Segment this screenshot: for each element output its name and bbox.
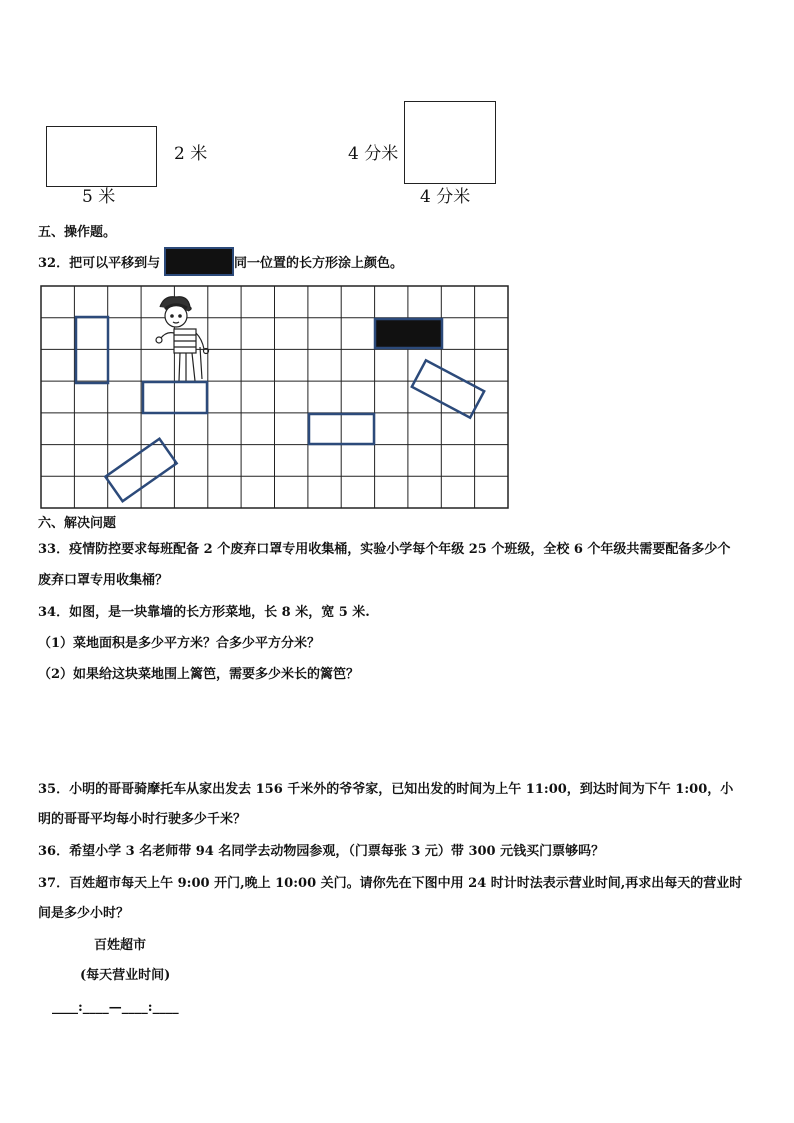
translation-grid [40,285,510,510]
q32-suffix: 同一位置的长方形涂上颜色。 [234,256,404,271]
section6-heading: 六、解决问题 [38,516,117,531]
filled-reference-rectangle [375,319,442,348]
q36: 36．希望小学 3 名老师带 94 名同学去动物园参观，（门票每张 3 元）带 300 元钱买门票够吗？ [38,844,605,859]
q32-reference-rectangle [164,247,234,276]
q37-line2: 间是多少小时？ [38,906,130,921]
section5-heading: 五、操作题。 [38,225,117,240]
q32-prefix: 32．把可以平移到与 [38,256,161,271]
q37-line1: 37．百姓超市每天上午 9:00 开门,晚上 10:00 关门。请你先在下图中用 24 时计时法表示营业时间,再求出每天的营业时 [38,876,743,891]
square-figure [404,101,496,184]
rectangle-width-label: 2 米 [174,144,208,164]
square-bottom-label: 4 分米 [420,187,471,207]
store-hours-label: (每天营业时间) [80,968,171,983]
q35-line2: 明的哥哥平均每小时行驶多少千米？ [38,812,247,827]
store-name: 百姓超市 [94,938,147,953]
rectangle-length-label: 5 米 [82,187,116,207]
q33-line2: 废弃口罩专用收集桶？ [38,573,169,588]
q35-line1: 35．小明的哥哥骑摩托车从家出发去 156 千米外的爷爷家，已知出发的时间为上午 11:00，到达时间为下午 1:00，小 [38,782,734,797]
rotated-rectangle-right[interactable] [412,360,484,417]
vertical-rectangle[interactable] [76,317,108,383]
q34-part2: （2）如果给这块菜地围上篱笆，需要多少米长的篱笆？ [38,667,360,682]
boy-illustration [156,297,209,381]
q33-line1: 33．疫情防控要求每班配备 2 个废弃口罩专用收集桶，实验小学每个年级 25 个班级，全校 6 个年级共需要配备多少个 [38,542,731,557]
q34-part1: （1）菜地面积是多少平方米？合多少平方分米？ [38,636,321,651]
square-side-label: 4 分米 [348,144,399,164]
horizontal-rectangle-left[interactable] [143,382,207,413]
rectangle-figure [46,126,157,187]
time-blank[interactable]: ____:____—____:____ [52,1000,179,1015]
q34: 34．如图，是一块靠墙的长方形菜地，长 8 米，宽 5 米. [38,605,370,620]
